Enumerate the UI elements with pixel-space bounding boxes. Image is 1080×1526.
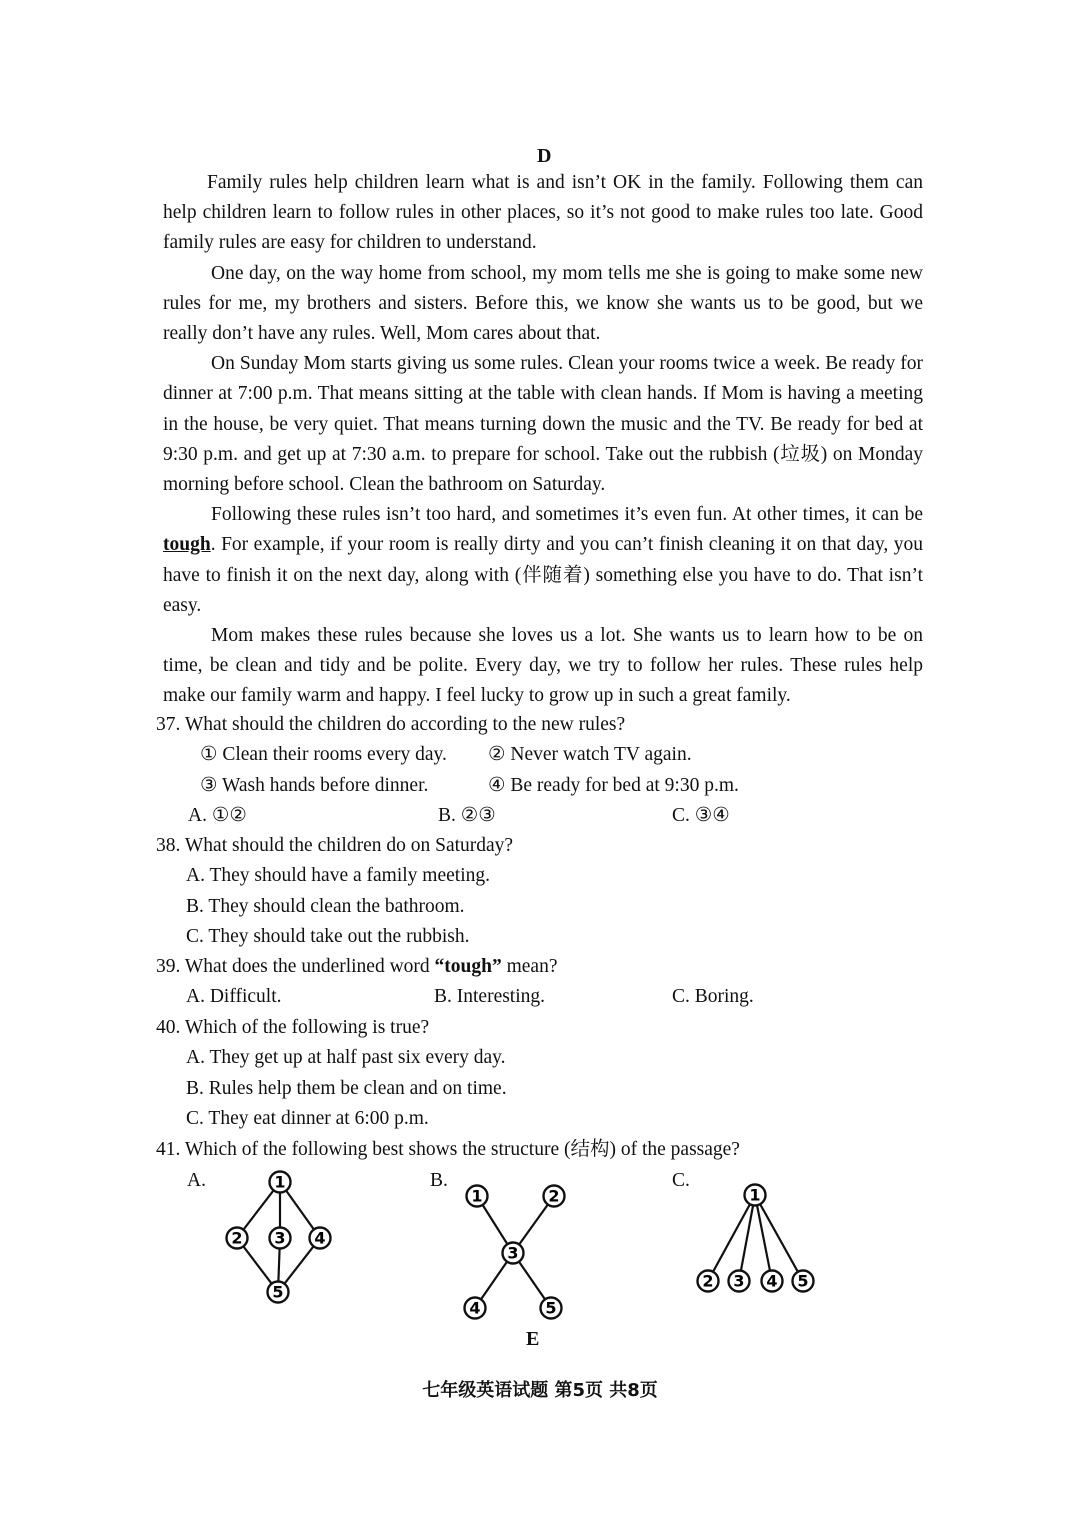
question-38-stem: 38. What should the children do on Saturday?: [156, 835, 514, 856]
page-footer: 七年级英语试题 第5页 共8页: [422, 1380, 658, 1401]
question-41-stem: 41. Which of the following best shows the structure (结构) of the passage?: [156, 1139, 740, 1160]
option-a[interactable]: A. Difficult.: [186, 986, 282, 1008]
structure-diagram-c[interactable]: [690, 1180, 830, 1305]
diagram-a-node-3: [270, 1228, 291, 1249]
option-c[interactable]: C. They eat dinner at 6:00 p.m.: [186, 1107, 429, 1129]
question-40: [156, 1013, 507, 1134]
diagram-b-label[interactable]: B.: [430, 1170, 448, 1191]
diagram-c-node-1: [745, 1185, 766, 1206]
question-39: [156, 952, 936, 1013]
question-37-items-row-1: [156, 740, 936, 770]
paragraph-1: Family rules help children learn what is and isn’t OK in the family. Following them can help children learn to follow rules in other places, so it’s not good to make rules too late. Good family rules are easy for children to understand.: [163, 172, 923, 254]
diagram-a-node-2: [227, 1228, 248, 1249]
option-c[interactable]: C. ③④: [672, 804, 730, 826]
option-c[interactable]: C. They should take out the rubbish.: [186, 925, 470, 947]
reading-passage: [163, 168, 923, 712]
structure-diagram-a[interactable]: [220, 1168, 340, 1313]
paragraph-4-before: Following these rules isn’t too hard, and sometimes it’s even fun. At other times, it can be: [211, 504, 923, 526]
question-41: [156, 1135, 740, 1165]
paragraph-2: One day, on the way home from school, my mom tells me she is going to make some new rules for me, my brothers and sisters. Before this, we know she wants us to be good, but we really don’t have any rules. Well, Mom cares about that.: [163, 262, 923, 345]
diagram-a-node-1: [270, 1172, 291, 1193]
question-39-options: [156, 982, 936, 1012]
question-38: [156, 831, 513, 952]
option-a[interactable]: A. They get up at half past six every day.: [186, 1047, 506, 1069]
diagram-a-node-5: [268, 1282, 289, 1303]
question-39-word: “tough”: [434, 956, 502, 977]
diagram-b-node-1: [467, 1186, 488, 1207]
svg-text:2: 2: [702, 1271, 714, 1291]
diagram-a-node-4: [310, 1228, 331, 1249]
svg-text:3: 3: [507, 1243, 519, 1263]
section-d-heading: D: [537, 145, 552, 167]
question-37-options: [156, 801, 936, 831]
diagram-b-node-3: [503, 1243, 524, 1264]
option-a[interactable]: A. They should have a family meeting.: [186, 865, 490, 887]
paragraph-4-after: . For example, if your room is really dirty and you can’t finish cleaning it on that day, you have to finish it on the next day, along with (伴随着) something else you have to do. That isn’t easy.: [163, 534, 923, 616]
option-b[interactable]: B. Interesting.: [434, 986, 546, 1008]
diagram-c-label[interactable]: C.: [672, 1170, 690, 1191]
structure-diagram-b[interactable]: [455, 1180, 575, 1330]
svg-text:2: 2: [548, 1186, 560, 1206]
question-37-items-row-2: [156, 771, 936, 801]
svg-text:5: 5: [272, 1282, 284, 1302]
svg-text:4: 4: [314, 1228, 326, 1248]
option-b[interactable]: B. ②③: [438, 804, 496, 826]
diagram-a-label[interactable]: A.: [187, 1170, 206, 1191]
option-c[interactable]: C. Boring.: [672, 986, 754, 1008]
option-b[interactable]: B. They should clean the bathroom.: [186, 895, 465, 917]
paragraph-4: [163, 500, 923, 621]
svg-text:5: 5: [545, 1298, 557, 1318]
diagram-c-node-2: [698, 1271, 719, 1292]
question-39-stem-before: 39. What does the underlined word: [156, 956, 435, 977]
svg-text:2: 2: [231, 1228, 243, 1248]
diagram-b-node-5: [541, 1298, 562, 1319]
question-39-stem: [156, 952, 936, 982]
question-39-stem-after: mean?: [501, 956, 558, 977]
question-37: [156, 710, 936, 831]
svg-text:4: 4: [766, 1271, 778, 1291]
svg-text:5: 5: [797, 1271, 809, 1291]
diagram-c-node-4: [762, 1271, 783, 1292]
question-40-stem: 40. Which of the following is true?: [156, 1017, 430, 1038]
svg-text:1: 1: [471, 1186, 483, 1206]
underlined-word-tough: tough: [163, 534, 211, 556]
svg-text:1: 1: [274, 1172, 286, 1192]
svg-text:4: 4: [469, 1298, 481, 1318]
diagram-b-node-4: [465, 1298, 486, 1319]
svg-text:3: 3: [274, 1228, 286, 1248]
question-37-stem: 37. What should the children do according to the new rules?: [156, 714, 626, 735]
option-b[interactable]: B. Rules help them be clean and on time.: [186, 1077, 507, 1099]
diagram-c-node-3: [729, 1271, 750, 1292]
diagram-b-node-2: [544, 1186, 565, 1207]
section-e-heading: E: [526, 1328, 540, 1350]
svg-text:1: 1: [749, 1185, 761, 1205]
option-a[interactable]: A. ①②: [188, 804, 247, 826]
paragraph-5: Mom makes these rules because she loves us a lot. She wants us to learn how to be on time, be clean and tidy and be polite. Every day, we try to follow her rules. These rules help make our family warm and happy. I feel lucky to grow up in such a great family.: [163, 625, 923, 707]
svg-text:3: 3: [733, 1271, 745, 1291]
diagram-c-node-5: [793, 1271, 814, 1292]
item-4: ④ Be ready for bed at 9:30 p.m.: [488, 774, 739, 796]
item-3: ③ Wash hands before dinner.: [200, 774, 429, 796]
item-1: ① Clean their rooms every day.: [200, 744, 447, 766]
paragraph-3: On Sunday Mom starts giving us some rules. Clean your rooms twice a week. Be ready for dinner at 7:00 p.m. That means sitting at the table with clean hands. If Mom is having a meeting in the house, be very quiet. That means turning down the music and the TV. Be ready for bed at 9:30 p.m. and get up at 7:30 a.m. to prepare for school. Take out the rubbish (垃圾) on Monday morning before school. Clean the bathroom on Saturday.: [163, 353, 923, 496]
item-2: ② Never watch TV again.: [488, 744, 692, 766]
